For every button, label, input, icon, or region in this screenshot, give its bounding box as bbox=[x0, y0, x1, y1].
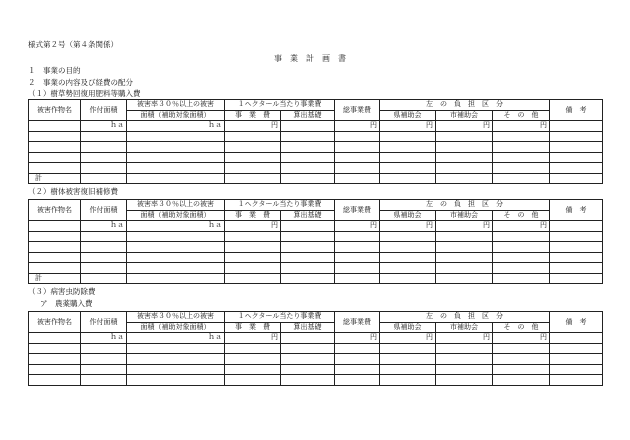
unit-yen: 円 bbox=[493, 121, 550, 132]
header-damaged-area: 被害率３０％以上の被害 bbox=[127, 312, 225, 323]
header-crop: 被害作物名 bbox=[29, 312, 81, 333]
table-row bbox=[29, 252, 603, 263]
table-row bbox=[29, 333, 603, 344]
unit-yen: 円 bbox=[436, 121, 493, 132]
unit-yen: 円 bbox=[380, 333, 436, 344]
header-per-ha-cost: １ヘクタール当たり事業費 bbox=[225, 200, 335, 211]
header-city-subsidy: 市補助会 bbox=[436, 322, 493, 333]
total-row bbox=[29, 173, 603, 184]
header-jigyohi: 事 業 費 bbox=[225, 210, 281, 221]
header-crop: 被害作物名 bbox=[29, 100, 81, 121]
unit-yen: 円 bbox=[493, 221, 550, 232]
header-basis: 算出基礎 bbox=[281, 110, 335, 121]
table-row bbox=[29, 121, 603, 132]
document-title: 事 業 計 画 書 bbox=[274, 54, 346, 63]
section-2-table bbox=[28, 199, 603, 284]
item-purpose: １ 事業の目的 bbox=[28, 66, 81, 75]
unit-ha: ｈａ bbox=[127, 121, 225, 132]
header-remarks: 備 考 bbox=[550, 312, 603, 333]
item-content: ２ 事業の内容及び経費の配分 bbox=[28, 78, 133, 87]
unit-yen: 円 bbox=[225, 333, 281, 344]
header-basis: 算出基礎 bbox=[281, 210, 335, 221]
header-jigyohi: 事 業 費 bbox=[225, 110, 281, 121]
header-remarks: 備 考 bbox=[550, 100, 603, 121]
header-area: 作付面積 bbox=[81, 100, 127, 121]
header-total-cost: 総事業費 bbox=[335, 312, 380, 333]
header-damaged-area-sub: 面積（補助対象面積） bbox=[127, 110, 225, 121]
header-pref-subsidy: 県補助会 bbox=[380, 110, 436, 121]
header-total-cost: 総事業費 bbox=[335, 100, 380, 121]
header-jigyohi: 事 業 費 bbox=[225, 322, 281, 333]
unit-ha: ｈａ bbox=[81, 333, 127, 344]
unit-ha: ｈａ bbox=[81, 121, 127, 132]
table-row bbox=[29, 375, 603, 386]
unit-yen: 円 bbox=[436, 221, 493, 232]
unit-yen: 円 bbox=[493, 333, 550, 344]
section-3-title: （３）病害虫防除費 bbox=[28, 287, 96, 296]
section-3a-title: ア 農薬購入費 bbox=[40, 299, 93, 308]
table-row bbox=[29, 131, 603, 142]
header-basis: 算出基礎 bbox=[281, 322, 335, 333]
table-row bbox=[29, 364, 603, 375]
header-damaged-area-sub: 面積（補助対象面積） bbox=[127, 322, 225, 333]
table-row bbox=[29, 163, 603, 174]
total-row bbox=[29, 273, 603, 284]
table-row bbox=[29, 354, 603, 365]
table-row bbox=[29, 263, 603, 274]
header-other: そ の 他 bbox=[493, 322, 550, 333]
header-area: 作付面積 bbox=[81, 312, 127, 333]
unit-yen: 円 bbox=[380, 221, 436, 232]
table-row bbox=[29, 142, 603, 153]
section-2-title: （２）樹体被害復旧補修費 bbox=[28, 187, 118, 196]
total-label: 計 bbox=[29, 173, 81, 184]
unit-yen: 円 bbox=[436, 333, 493, 344]
header-pref-subsidy: 県補助会 bbox=[380, 322, 436, 333]
table-row bbox=[29, 343, 603, 354]
unit-yen: 円 bbox=[225, 221, 281, 232]
header-per-ha-cost: １ヘクタール当たり事業費 bbox=[225, 100, 335, 111]
unit-ha: ｈａ bbox=[127, 221, 225, 232]
table-row bbox=[29, 221, 603, 232]
form-number: 様式第２号（第４条関係） bbox=[28, 40, 118, 49]
total-label: 計 bbox=[29, 273, 81, 284]
header-total-cost: 総事業費 bbox=[335, 200, 380, 221]
unit-yen: 円 bbox=[335, 333, 380, 344]
header-crop: 被害作物名 bbox=[29, 200, 81, 221]
header-city-subsidy: 市補助会 bbox=[436, 110, 493, 121]
header-damaged-area: 被害率３０％以上の被害 bbox=[127, 100, 225, 111]
header-pref-subsidy: 県補助会 bbox=[380, 210, 436, 221]
table-row bbox=[29, 242, 603, 253]
header-area: 作付面積 bbox=[81, 200, 127, 221]
section-1-table bbox=[28, 99, 603, 184]
unit-yen: 円 bbox=[380, 121, 436, 132]
section-3a-table bbox=[28, 311, 603, 386]
table-row bbox=[29, 231, 603, 242]
unit-yen: 円 bbox=[225, 121, 281, 132]
header-damaged-area-sub: 面積（補助対象面積） bbox=[127, 210, 225, 221]
header-other: そ の 他 bbox=[493, 110, 550, 121]
section-1-title: （１）樹草勢回復用肥料等購入費 bbox=[28, 89, 141, 98]
header-other: そ の 他 bbox=[493, 210, 550, 221]
header-city-subsidy: 市補助会 bbox=[436, 210, 493, 221]
unit-ha: ｈａ bbox=[127, 333, 225, 344]
header-damaged-area: 被害率３０％以上の被害 bbox=[127, 200, 225, 211]
header-burden: 左 の 負 担 区 分 bbox=[380, 200, 550, 211]
header-remarks: 備 考 bbox=[550, 200, 603, 221]
header-burden: 左 の 負 担 区 分 bbox=[380, 100, 550, 111]
header-per-ha-cost: １ヘクタール当たり事業費 bbox=[225, 312, 335, 323]
table-row bbox=[29, 152, 603, 163]
unit-ha: ｈａ bbox=[81, 221, 127, 232]
unit-yen: 円 bbox=[335, 221, 380, 232]
header-burden: 左 の 負 担 区 分 bbox=[380, 312, 550, 323]
unit-yen: 円 bbox=[335, 121, 380, 132]
